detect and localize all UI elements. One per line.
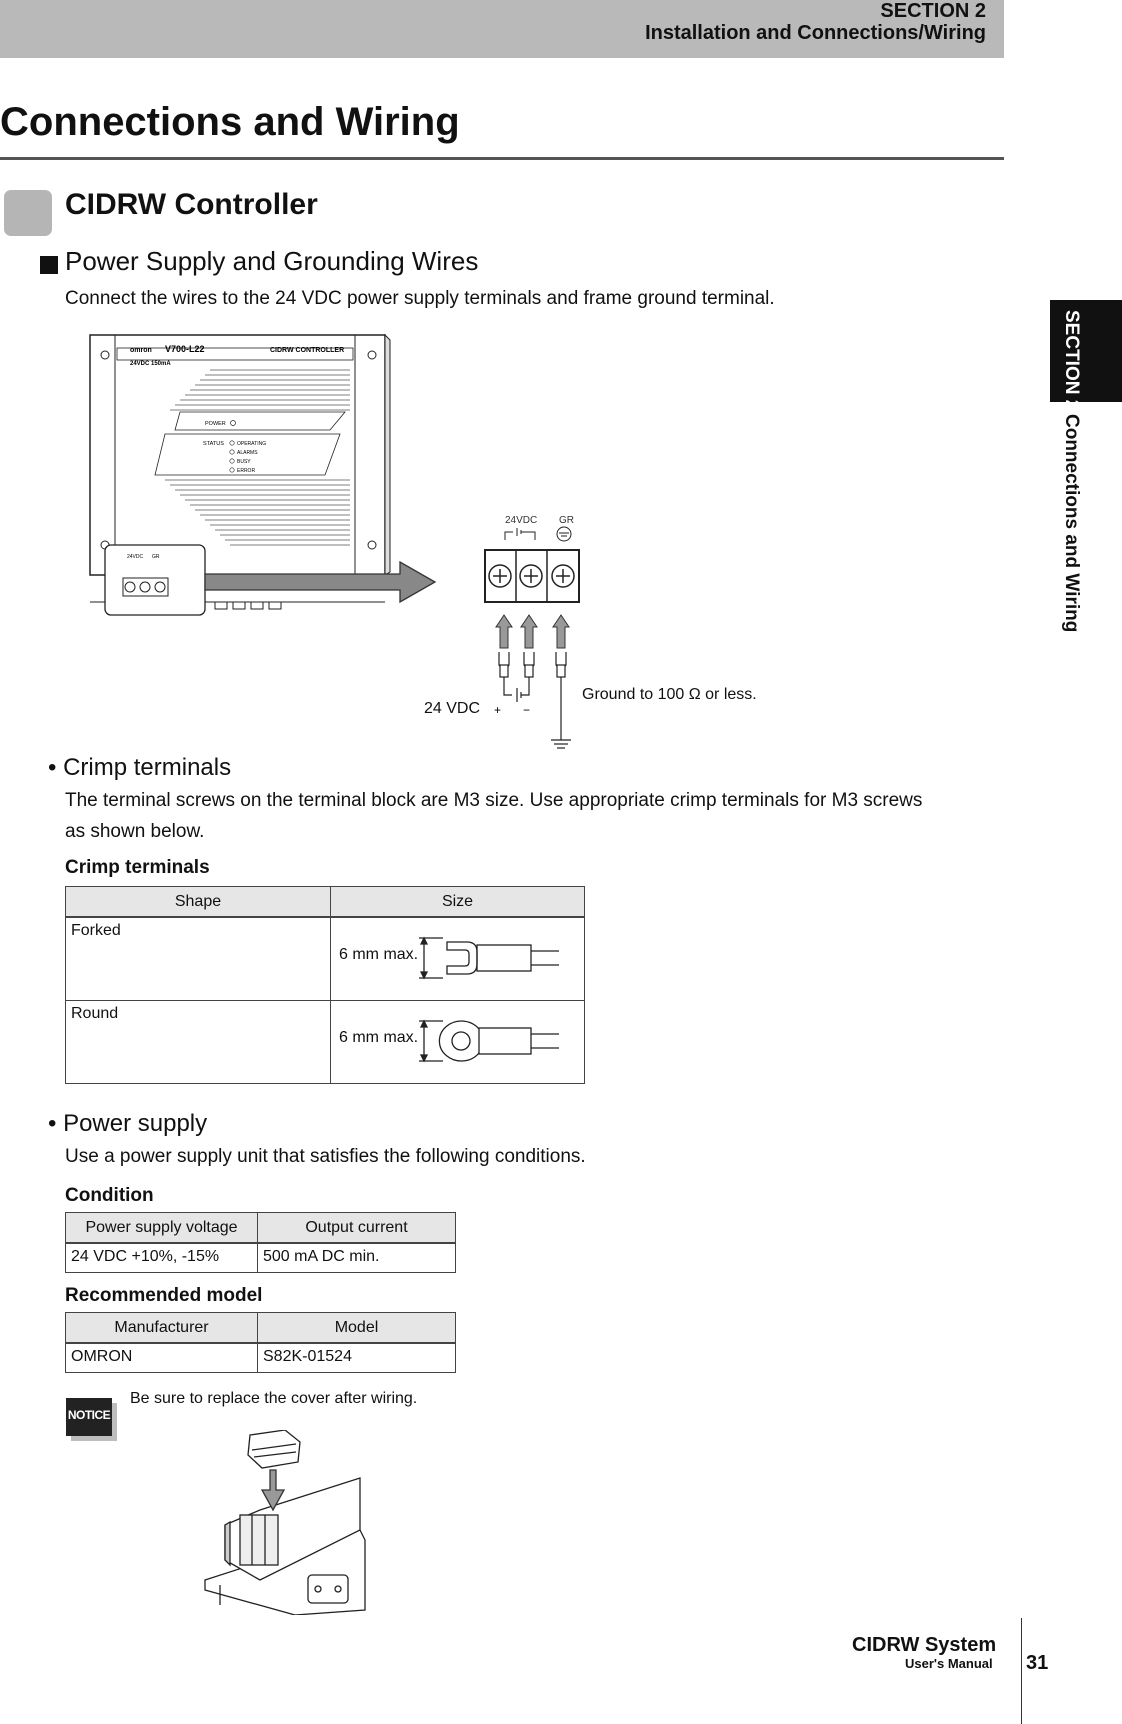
title-rule (0, 157, 1004, 160)
crimp-header-shape: Shape (66, 887, 331, 918)
crimp-shape-forked: Forked (66, 917, 331, 1001)
svg-text:24VDC: 24VDC (127, 554, 144, 560)
crimp-size-round: 6 mm max. (339, 1029, 419, 1046)
ground-icon (557, 527, 571, 541)
table-row (66, 1343, 456, 1373)
condition-current: 500 mA DC min. (258, 1243, 456, 1273)
square-bullet-icon (40, 256, 58, 274)
terminal-gr-label: GR (559, 515, 574, 526)
diagram-model: V700-L22 (165, 344, 205, 354)
table-row (66, 1001, 585, 1084)
crimp-shape-round: Round (66, 1001, 331, 1084)
diagram-status-item: ERROR (237, 468, 256, 474)
terminal-block (485, 515, 579, 748)
diagram-rating: 24VDC 150mA (130, 361, 171, 367)
recommended-table (65, 1312, 456, 1373)
crimp-table (65, 886, 585, 1084)
notice-badge-text: NOTICE (67, 1408, 111, 1422)
side-tab-label: Connections and Wiring (1061, 414, 1082, 633)
page-number: 31 (1026, 1652, 1049, 1674)
diagram-status-label: STATUS (203, 441, 224, 447)
ground-label: Ground to 100 Ω or less. (582, 686, 757, 703)
footer-title: CIDRW System (852, 1634, 997, 1656)
recommended-model: S82K-01524 (258, 1343, 456, 1373)
diagram-product: CIDRW CONTROLLER (270, 347, 345, 354)
crimp-header-size: Size (331, 887, 585, 918)
crimp-bullet: • Crimp terminals (48, 754, 232, 781)
recommended-title: Recommended model (65, 1285, 263, 1306)
crimp-table-title: Crimp terminals (65, 857, 210, 878)
diagram-status-item: ALARMS (237, 450, 258, 456)
cover-illustration (200, 1430, 370, 1615)
round-terminal-icon (419, 1011, 569, 1071)
recommended-header-model: Model (258, 1313, 456, 1344)
side-tab-section: SECTION 2 (1061, 310, 1082, 411)
table-row (66, 1243, 456, 1273)
svg-text:GR: GR (152, 554, 160, 560)
page-title: Connections and Wiring (0, 100, 460, 144)
diagram-status-item: OPERATING (237, 441, 267, 447)
condition-header-voltage: Power supply voltage (66, 1213, 258, 1244)
recommended-manufacturer: OMRON (66, 1343, 258, 1373)
forked-terminal-icon (419, 928, 569, 988)
condition-table (65, 1212, 456, 1273)
svg-text:−: − (523, 703, 531, 717)
notice-message: Be sure to replace the cover after wiring. (130, 1390, 418, 1407)
svg-text:+: + (494, 703, 502, 717)
intro-text: Connect the wires to the 24 VDC power supply terminals and frame ground terminal. (65, 288, 775, 309)
table-row (66, 917, 585, 1001)
condition-title: Condition (65, 1185, 154, 1206)
supply-label: 24 VDC (424, 700, 481, 717)
footer-subtitle: User's Manual (905, 1656, 993, 1671)
terminal-inset (105, 545, 205, 615)
header-subtitle: Installation and Connections/Wiring (645, 22, 986, 44)
sub-heading: Power Supply and Grounding Wires (65, 246, 479, 276)
terminal-24vdc-label: 24VDC (505, 515, 538, 526)
footer-rule (1021, 1618, 1022, 1724)
section-heading: CIDRW Controller (65, 188, 318, 221)
crimp-size-forked: 6 mm max. (339, 946, 419, 963)
condition-header-current: Output current (258, 1213, 456, 1244)
header-section: SECTION 2 (880, 0, 986, 22)
recommended-header-manufacturer: Manufacturer (66, 1313, 258, 1344)
crimp-text-line2: as shown below. (65, 821, 205, 842)
crimp-text-line1: The terminal screws on the terminal block are M3 size. Use appropriate crimp terminals for M3 screws (65, 790, 923, 811)
condition-voltage: 24 VDC +10%, -15% (66, 1243, 258, 1273)
diagram-power-label: POWER (205, 421, 226, 427)
section-marker (4, 190, 52, 236)
diagram-brand: omron (130, 347, 152, 354)
power-bullet: • Power supply (48, 1110, 208, 1137)
diagram-status-item: BUSY (237, 459, 251, 465)
power-text: Use a power supply unit that satisfies the following conditions. (65, 1146, 586, 1167)
